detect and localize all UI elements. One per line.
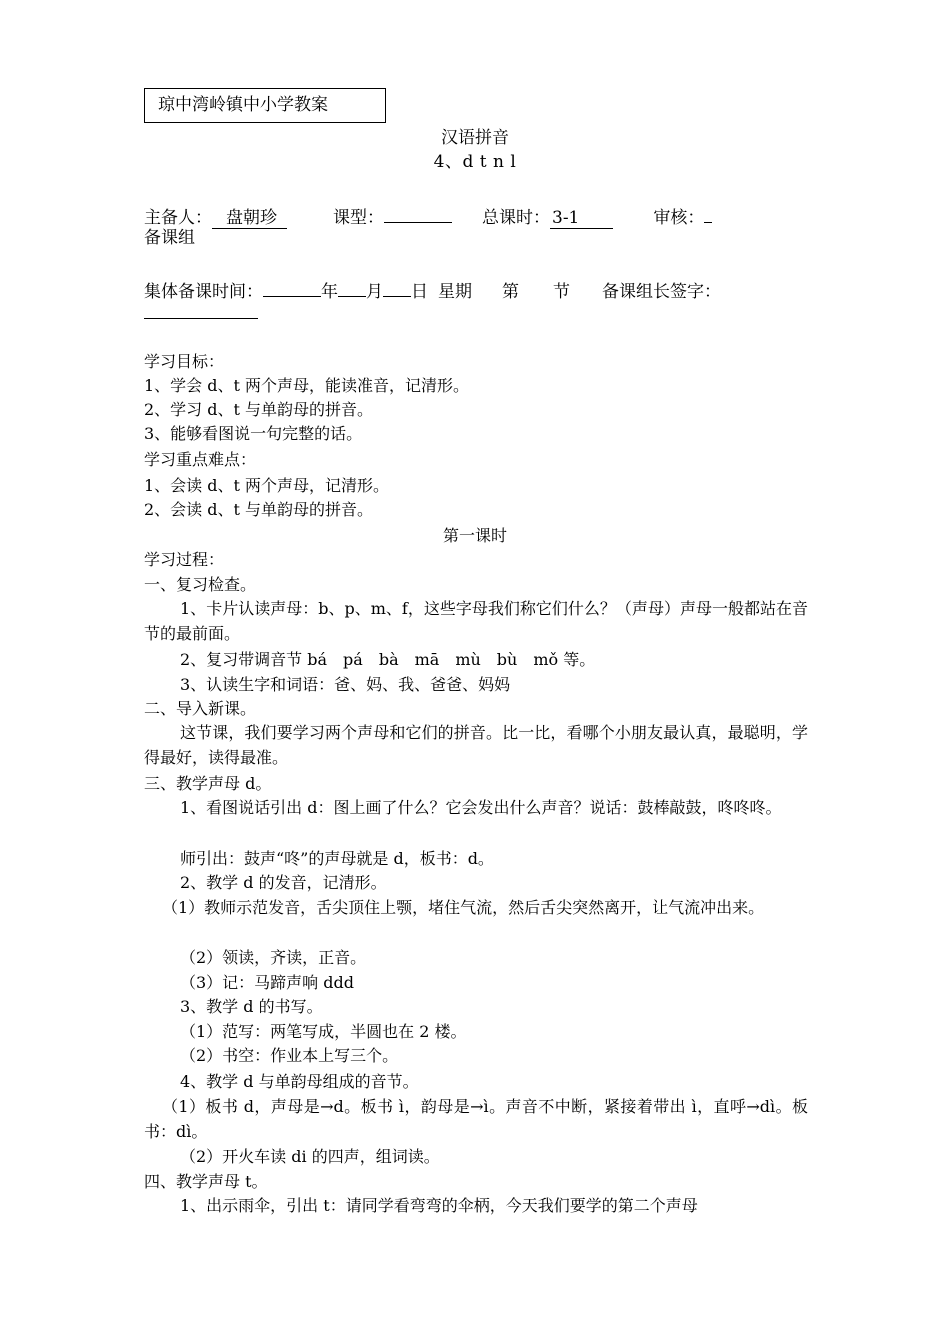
process-paragraph: 3、教学 d 的书写。 [180,997,323,1016]
process-paragraph: 1、卡片认读声母：b、p、m、f，这些字母我们称它们什么？（声母）声母一般都站在音节的最前面。 [144,599,808,643]
sign-label: 备课组长签字： [602,282,721,302]
weekday-label: 星期 [438,282,472,302]
type-label: 课型： [333,208,384,228]
process-paragraph: （2）书空：作业本上写三个。 [180,1046,399,1065]
process-paragraph: （1）范写：两笔写成，半圆也在 2 楼。 [180,1022,467,1041]
hours-value: 3-1 [550,208,613,229]
process-paragraph: 2、复习带调音节 bá pá bà mā mù bù mǒ 等。 [180,650,596,669]
month-label: 月 [366,282,383,302]
type-blank [384,202,452,223]
hours-label: 总课时： [482,208,550,228]
review-label: 审核： [653,208,705,228]
period-label-1: 第 [502,282,519,302]
process-heading: 三、教学声母 d。 [144,774,272,793]
lesson-title: 4、d t n l [433,152,517,172]
period-label-2: 节 [553,282,570,302]
preparer-label: 主备人： [144,208,212,228]
time-label: 集体备课时间： [144,282,263,302]
process-paragraph: 这节课，我们要学习两个声母和它们的拼音。比一比，看哪个小朋友最认真，最聪明，学得最好，读得最准。 [144,723,808,767]
day-blank [383,276,411,297]
review-value: 备课组 [144,228,195,248]
process-paragraph: 师引出：鼓声“咚”的声母就是 d，板书：d。 [180,849,494,868]
objective-item: 1、学会 d、t 两个声母，能读准音，记清形。 [144,376,470,395]
process-paragraph: 1、出示雨伞，引出 t：请同学看弯弯的伞柄，今天我们要学的第二个声母 [180,1196,698,1215]
process-paragraph: （3）记：马蹄声响 ddd [180,973,354,992]
day-label: 日 [411,282,428,302]
sign-blank [144,300,258,319]
year-label: 年 [321,282,338,302]
process-paragraph: （2）开火车读 di 的四声，组词读。 [180,1147,440,1166]
month-blank [338,276,366,297]
process-title: 学习过程： [144,550,225,569]
process-paragraph: 1、看图说话引出 d：图上画了什么？它会发出什么声音？说话：鼓棒敲鼓，咚咚咚。 [180,798,782,817]
process-heading: 一、复习检查。 [144,575,257,594]
objectives-title: 学习目标： [144,352,225,371]
sign-blank-row [144,300,808,326]
objective-item: 2、学习 d、t 与单韵母的拼音。 [144,400,374,419]
process-paragraph: 3、认读生字和词语：爸、妈、我、爸爸、妈妈 [180,675,511,694]
preparer-value: 盘朝珍 [212,208,287,229]
process-paragraph: （1）教师示范发音，舌尖顶住上颚，堵住气流，然后舌尖突然离开，让气流冲出来。 [162,898,765,917]
session-title: 第一课时 [442,526,507,545]
keypoints-title: 学习重点难点： [144,450,257,469]
process-paragraph: （2）领读，齐读，正音。 [180,948,367,967]
process-heading: 二、导入新课。 [144,699,257,718]
process-paragraph: 4、教学 d 与单韵母组成的音节。 [180,1072,419,1091]
year-blank [263,276,321,297]
keypoint-item: 2、会读 d、t 与单韵母的拼音。 [144,500,374,519]
process-heading: 四、教学声母 t。 [144,1172,268,1191]
school-name: 琼中湾岭镇中小学教案 [158,95,328,115]
keypoint-item: 1、会读 d、t 两个声母，记清形。 [144,476,390,495]
objective-item: 3、能够看图说一句完整的话。 [144,424,363,443]
process-paragraph: 2、教学 d 的发音，记清形。 [180,873,387,892]
process-paragraph: （1）板书 d，声母是→d。板书 ì，韵母是→ì。声音不中断，紧接着带出 ì，直呼→dì。板书：dì。 [144,1097,808,1141]
review-blank [704,202,712,223]
school-name-box [144,88,386,123]
subject-title: 汉语拼音 [441,128,509,148]
